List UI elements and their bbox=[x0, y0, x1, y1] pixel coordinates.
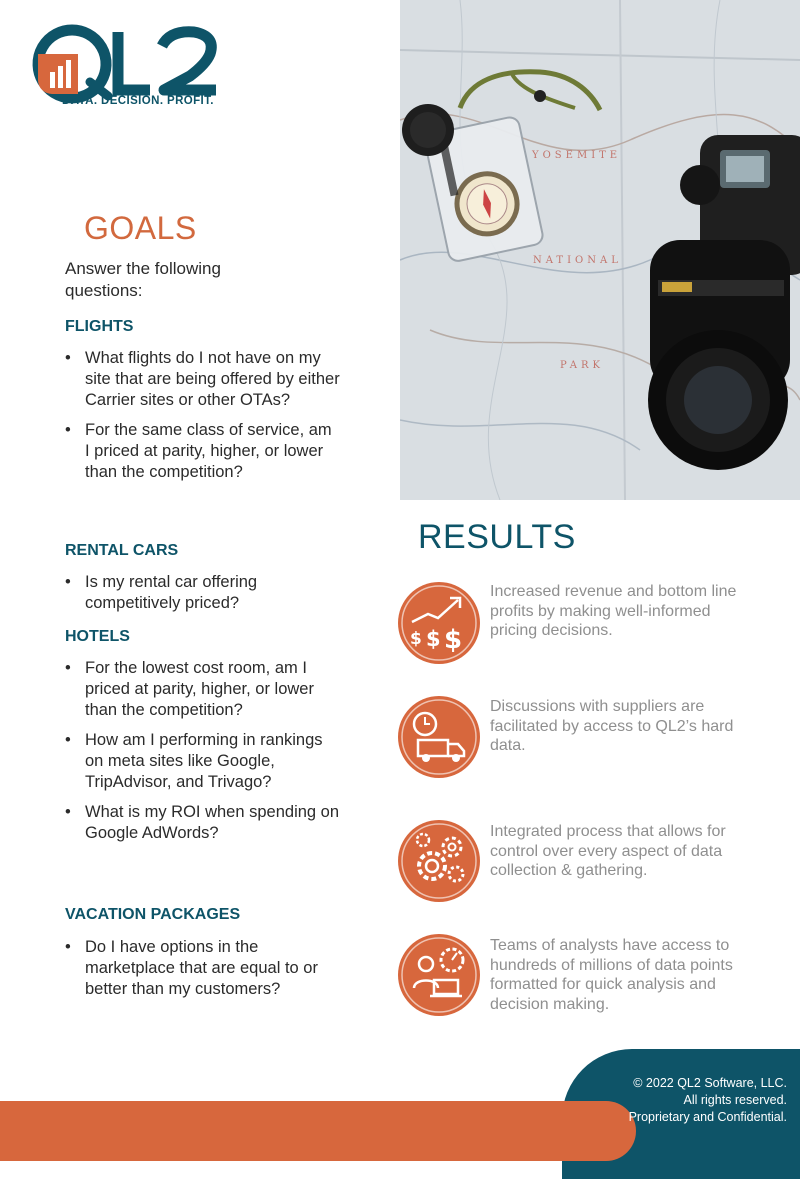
list-item bbox=[65, 937, 340, 1000]
footer-orange-band bbox=[0, 1101, 636, 1161]
list-item-text: Is my rental car offering competitively priced? bbox=[85, 573, 258, 612]
result-text-revenue: Increased revenue and bottom line profits by making well-informed pricing decisions. bbox=[490, 583, 737, 639]
bullet-icon: • bbox=[65, 938, 71, 956]
list-item bbox=[65, 420, 340, 483]
list-item-text: For the same class of service, am I priced at parity, higher, or lower than the competition? bbox=[85, 421, 332, 481]
copyright-notice: © 2022 QL2 Software, LLC. All rights reserved. Proprietary and Confidential. bbox=[628, 1076, 787, 1124]
bullet-icon: • bbox=[65, 659, 71, 677]
list-item-text: What flights do I not have on my site that are being offered by either Carrier sites or other OTAs? bbox=[85, 349, 340, 409]
rental-cars-list bbox=[65, 572, 340, 623]
section-heading-flights: FLIGHTS bbox=[65, 318, 134, 335]
list-item-text: How am I performing in rankings on meta sites like Google, TripAdvisor, and Trivago? bbox=[85, 731, 323, 791]
list-item-text: Do I have options in the marketplace that are equal to or better than my customers? bbox=[85, 938, 318, 998]
svg-text:$: $ bbox=[426, 627, 441, 651]
list-item bbox=[65, 658, 340, 721]
logo-tagline: DATA. DECISION. PROFIT. bbox=[62, 95, 214, 107]
section-heading-vacation-packages: VACATION PACKAGES bbox=[65, 906, 241, 923]
hotels-list bbox=[65, 658, 340, 853]
hero-photo bbox=[400, 0, 800, 500]
result-text-analysts: Teams of analysts have access to hundreds of millions of data points formatted for quick analysis and decision making. bbox=[490, 937, 733, 1013]
bullet-icon: • bbox=[65, 803, 71, 821]
result-text-process: Integrated process that allows for control over every aspect of data collection & gathering. bbox=[490, 823, 726, 879]
bullet-icon: • bbox=[65, 573, 71, 591]
delivery-truck-clock-icon bbox=[398, 696, 480, 778]
list-item bbox=[65, 348, 340, 411]
bullet-icon: • bbox=[65, 349, 71, 367]
vacation-packages-list bbox=[65, 937, 340, 1009]
map-label-park: PARK bbox=[560, 360, 605, 371]
revenue-growth-icon bbox=[398, 582, 480, 664]
svg-text:$: $ bbox=[410, 629, 422, 649]
section-heading-rental-cars: RENTAL CARS bbox=[65, 542, 179, 559]
svg-text:$: $ bbox=[444, 625, 463, 655]
results-title: RESULTS bbox=[418, 518, 576, 556]
flights-list bbox=[65, 348, 340, 492]
list-item bbox=[65, 572, 340, 614]
map-label-national: NATIONAL bbox=[533, 255, 622, 266]
list-item bbox=[65, 730, 340, 793]
gears-process-icon bbox=[398, 820, 480, 902]
list-item bbox=[65, 802, 340, 844]
section-heading-hotels: HOTELS bbox=[65, 628, 130, 645]
list-item-text: What is my ROI when spending on Google AdWords? bbox=[85, 803, 340, 842]
bullet-icon: • bbox=[65, 421, 71, 439]
map-compass-camera-photo bbox=[400, 0, 800, 500]
result-text-suppliers: Discussions with suppliers are facilitated by access to QL2’s hard data. bbox=[490, 698, 734, 754]
goals-intro: Answer the following questions: bbox=[65, 259, 221, 300]
analyst-laptop-icon bbox=[398, 934, 480, 1016]
list-item-text: For the lowest cost room, am I priced at parity, higher, or lower than the competition? bbox=[85, 659, 314, 719]
bullet-icon: • bbox=[65, 731, 71, 749]
goals-title: GOALS bbox=[84, 210, 197, 246]
map-label-yosemite: YOSEMITE bbox=[532, 150, 622, 161]
